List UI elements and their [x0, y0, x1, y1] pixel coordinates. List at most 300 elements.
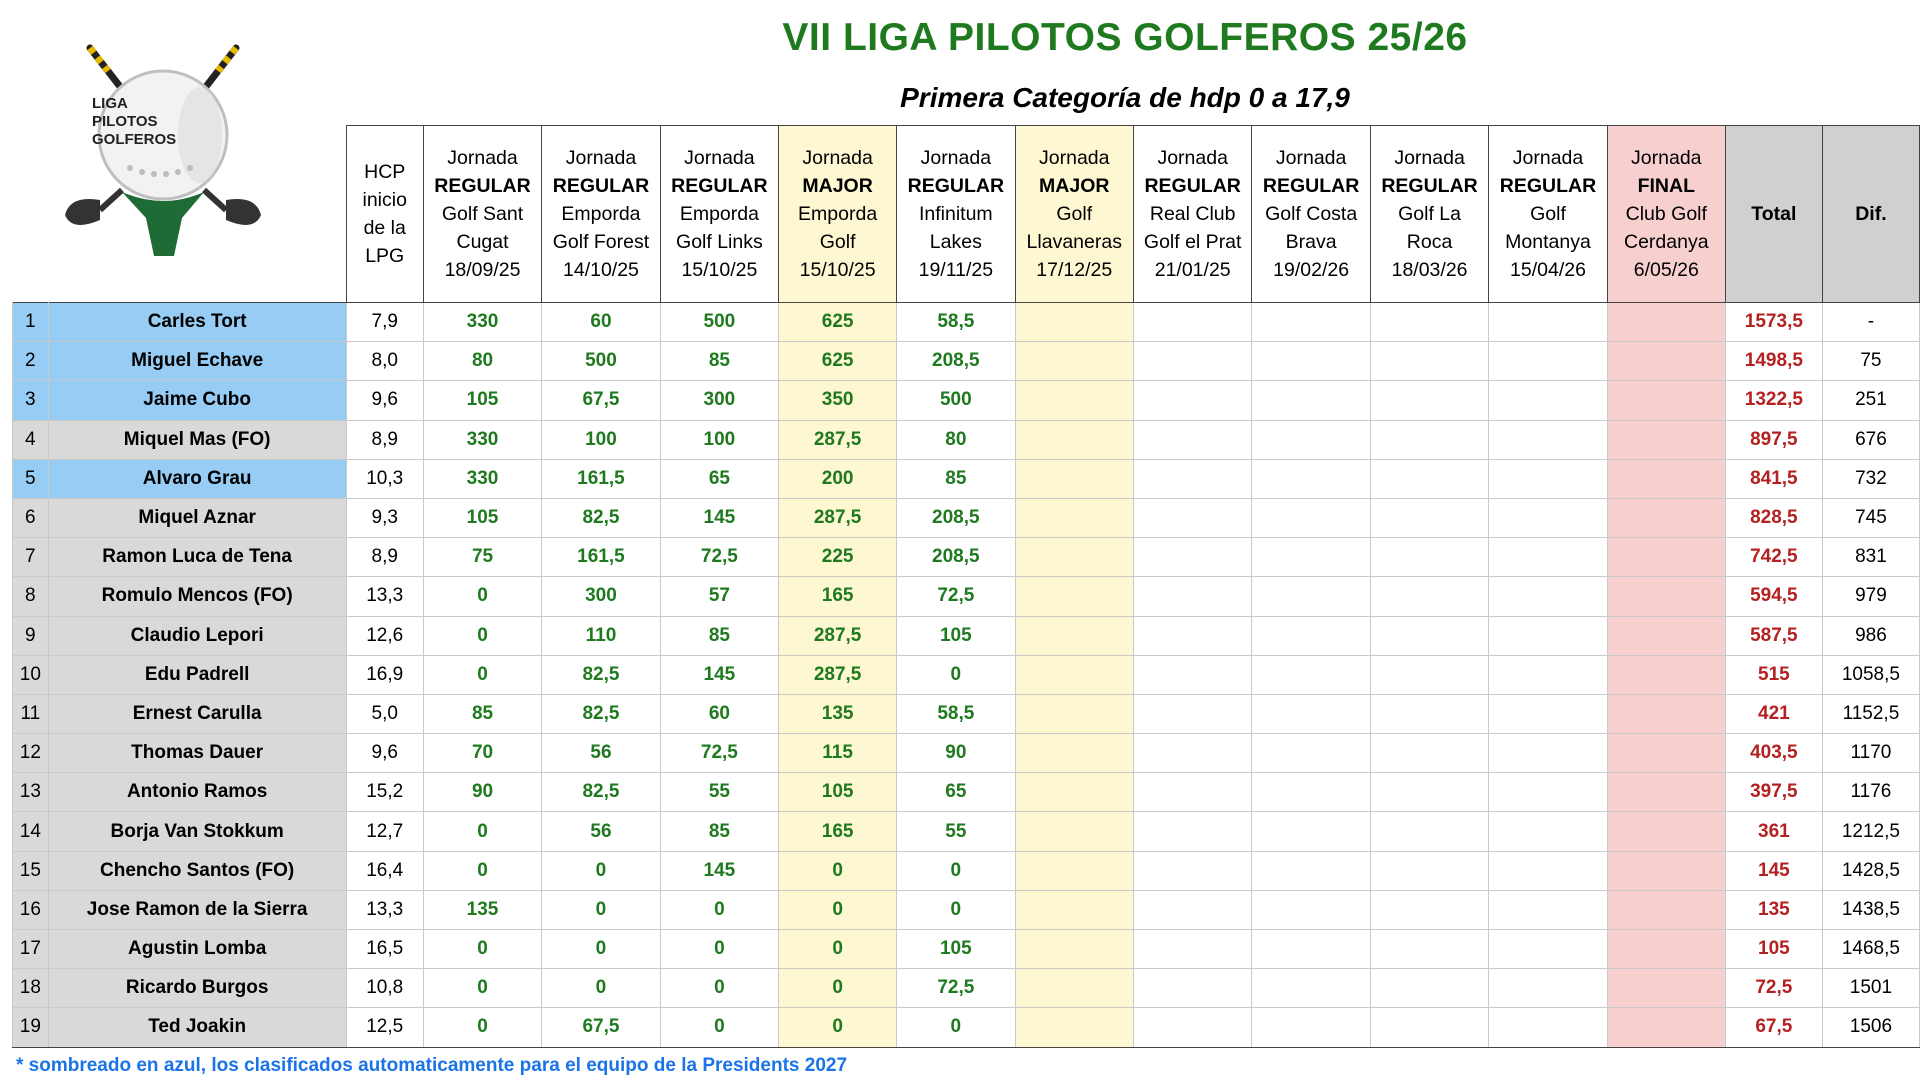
round-date: 6/05/26 — [1633, 259, 1699, 281]
round-points-cell: 500 — [897, 381, 1015, 420]
round-points-cell — [1015, 616, 1133, 655]
round-points-cell: 105 — [779, 773, 897, 812]
round-points-cell: 0 — [897, 890, 1015, 929]
hcp-cell: 5,0 — [346, 694, 423, 733]
round-points-cell: 67,5 — [542, 1008, 660, 1047]
total-cell: 515 — [1725, 655, 1822, 694]
round-points-cell — [1252, 655, 1370, 694]
round-points-cell — [1489, 420, 1607, 459]
round-points-cell — [1489, 342, 1607, 381]
round-points-cell: 0 — [542, 890, 660, 929]
round-date: 18/09/25 — [444, 259, 521, 281]
round-points-cell: 90 — [897, 734, 1015, 773]
footnote: * sombreado en azul, los clasificados automaticamente para el equipo de la Presidents 2027 — [16, 1055, 848, 1076]
position-cell: 7 — [13, 538, 49, 577]
round-word: Jornada — [1512, 147, 1584, 169]
diff-cell: 732 — [1822, 459, 1919, 498]
round-points-cell: 165 — [779, 577, 897, 616]
table-row — [13, 616, 1920, 655]
round-points-cell: 80 — [897, 420, 1015, 459]
round-points-cell: 0 — [897, 655, 1015, 694]
round-date: 17/12/25 — [1036, 259, 1113, 281]
round-points-cell: 56 — [542, 812, 660, 851]
round-word: Jornada — [447, 147, 518, 169]
round-points-cell: 161,5 — [542, 459, 660, 498]
round-points-cell — [1370, 616, 1488, 655]
logo-line-3: GOLFEROS — [92, 131, 177, 148]
round-points-cell — [1489, 773, 1607, 812]
diff-cell: 1170 — [1822, 734, 1919, 773]
round-points-cell — [1370, 381, 1488, 420]
page-subtitle: Primera Categoría de hdp 0 a 17,9 — [900, 82, 1350, 113]
total-cell: 1573,5 — [1725, 303, 1822, 342]
round-kind: MAJOR — [802, 175, 873, 197]
round-points-cell — [1252, 498, 1370, 537]
header-round-11 — [1607, 126, 1725, 303]
header-round-2 — [542, 126, 660, 303]
player-name-cell: Ricardo Burgos — [48, 969, 346, 1008]
round-points-cell: 0 — [423, 616, 541, 655]
diff-cell: 979 — [1822, 577, 1919, 616]
round-points-cell: 0 — [423, 851, 541, 890]
round-points-cell — [1607, 969, 1725, 1008]
table-row — [13, 342, 1920, 381]
header-hcp-line: inicio — [362, 189, 407, 211]
round-course-line: Golf Links — [676, 231, 763, 253]
round-points-cell — [1607, 616, 1725, 655]
hcp-cell: 8,9 — [346, 420, 423, 459]
round-points-cell: 0 — [779, 890, 897, 929]
round-date: 15/10/25 — [799, 259, 876, 281]
header-row — [13, 126, 1920, 303]
round-points-cell — [1252, 538, 1370, 577]
position-cell: 8 — [13, 577, 49, 616]
position-cell: 11 — [13, 694, 49, 733]
hcp-cell: 9,6 — [346, 734, 423, 773]
table-row — [13, 655, 1920, 694]
round-points-cell — [1133, 459, 1251, 498]
diff-cell: 1438,5 — [1822, 890, 1919, 929]
round-points-cell: 287,5 — [779, 420, 897, 459]
round-points-cell: 110 — [542, 616, 660, 655]
round-points-cell: 75 — [423, 538, 541, 577]
diff-cell: 831 — [1822, 538, 1919, 577]
table-row — [13, 498, 1920, 537]
round-word: Jornada — [1275, 147, 1347, 169]
round-course-line: Club Golf — [1625, 203, 1707, 225]
round-kind: REGULAR — [671, 175, 768, 197]
round-points-cell: 72,5 — [660, 538, 778, 577]
round-points-cell — [1015, 734, 1133, 773]
position-cell: 14 — [13, 812, 49, 851]
round-points-cell: 330 — [423, 459, 541, 498]
position-cell: 15 — [13, 851, 49, 890]
round-points-cell — [1252, 773, 1370, 812]
round-course-line: Golf Costa — [1265, 203, 1358, 225]
round-points-cell — [1489, 577, 1607, 616]
round-points-cell: 0 — [660, 1008, 778, 1047]
round-points-cell — [1370, 773, 1488, 812]
round-points-cell: 55 — [660, 773, 778, 812]
round-kind: REGULAR — [1381, 175, 1478, 197]
round-points-cell: 65 — [660, 459, 778, 498]
total-cell: 897,5 — [1725, 420, 1822, 459]
round-points-cell: 82,5 — [542, 773, 660, 812]
round-points-cell — [1252, 1008, 1370, 1047]
round-points-cell — [1133, 498, 1251, 537]
round-points-cell — [1015, 969, 1133, 1008]
round-points-cell: 100 — [660, 420, 778, 459]
total-cell: 1498,5 — [1725, 342, 1822, 381]
round-points-cell: 85 — [660, 812, 778, 851]
round-points-cell: 225 — [779, 538, 897, 577]
round-word: Jornada — [684, 147, 755, 169]
round-points-cell — [1252, 851, 1370, 890]
round-points-cell: 0 — [660, 969, 778, 1008]
round-date: 19/02/26 — [1273, 259, 1350, 281]
round-points-cell — [1133, 734, 1251, 773]
round-course-line: Golf — [819, 231, 856, 253]
round-word: Jornada — [565, 147, 637, 169]
round-points-cell — [1015, 459, 1133, 498]
round-points-cell — [1489, 616, 1607, 655]
table-row — [13, 577, 1920, 616]
round-points-cell — [1133, 851, 1251, 890]
round-course-line: Emporda — [798, 203, 878, 225]
round-word: Jornada — [1394, 147, 1465, 169]
round-points-cell — [1607, 381, 1725, 420]
round-points-cell: 0 — [423, 969, 541, 1008]
player-name-cell: Alvaro Grau — [48, 459, 346, 498]
round-points-cell: 287,5 — [779, 616, 897, 655]
total-cell: 594,5 — [1725, 577, 1822, 616]
player-name-cell: Thomas Dauer — [48, 734, 346, 773]
diff-cell: 1212,5 — [1822, 812, 1919, 851]
table-row — [13, 890, 1920, 929]
round-points-cell — [1015, 420, 1133, 459]
player-name-cell: Ramon Luca de Tena — [48, 538, 346, 577]
round-points-cell — [1489, 655, 1607, 694]
round-kind: REGULAR — [1144, 175, 1241, 197]
round-points-cell — [1489, 694, 1607, 733]
round-points-cell — [1489, 1008, 1607, 1047]
header-round-7 — [1133, 126, 1251, 303]
header-round-6 — [1015, 126, 1133, 303]
round-points-cell: 85 — [660, 342, 778, 381]
round-points-cell — [1370, 459, 1488, 498]
diff-cell: 1501 — [1822, 969, 1919, 1008]
round-points-cell — [1015, 538, 1133, 577]
round-points-cell: 0 — [779, 969, 897, 1008]
round-points-cell — [1133, 616, 1251, 655]
round-points-cell: 208,5 — [897, 498, 1015, 537]
round-points-cell: 56 — [542, 734, 660, 773]
total-cell: 1322,5 — [1725, 381, 1822, 420]
diff-cell: 1468,5 — [1822, 930, 1919, 969]
diff-cell: 75 — [1822, 342, 1919, 381]
position-cell: 3 — [13, 381, 49, 420]
round-points-cell — [1133, 342, 1251, 381]
round-points-cell: 0 — [542, 851, 660, 890]
round-course-line: Cerdanya — [1624, 231, 1709, 253]
round-kind: REGULAR — [1499, 175, 1597, 197]
table-row — [13, 303, 1920, 342]
round-points-cell — [1370, 538, 1488, 577]
player-name-cell: Edu Padrell — [48, 655, 346, 694]
position-cell: 4 — [13, 420, 49, 459]
round-points-cell: 0 — [660, 930, 778, 969]
player-name-cell: Chencho Santos (FO) — [48, 851, 346, 890]
round-points-cell — [1015, 381, 1133, 420]
round-points-cell — [1015, 694, 1133, 733]
hcp-cell: 12,6 — [346, 616, 423, 655]
round-points-cell — [1489, 930, 1607, 969]
player-name-cell: Miquel Mas (FO) — [48, 420, 346, 459]
round-points-cell: 90 — [423, 773, 541, 812]
round-points-cell — [1370, 303, 1488, 342]
round-points-cell — [1607, 303, 1725, 342]
round-points-cell — [1607, 812, 1725, 851]
round-points-cell: 500 — [542, 342, 660, 381]
round-points-cell — [1252, 342, 1370, 381]
round-course-line: Golf La — [1398, 203, 1461, 225]
round-course-line: Emporda — [561, 203, 641, 225]
round-course-line: Cugat — [456, 231, 509, 253]
round-course-line: Lakes — [929, 231, 982, 253]
round-points-cell — [1133, 303, 1251, 342]
total-cell: 841,5 — [1725, 459, 1822, 498]
round-points-cell — [1489, 303, 1607, 342]
round-points-cell — [1607, 1008, 1725, 1047]
round-points-cell — [1489, 381, 1607, 420]
round-points-cell — [1370, 930, 1488, 969]
round-points-cell: 287,5 — [779, 655, 897, 694]
round-points-cell: 135 — [423, 890, 541, 929]
round-word: Jornada — [920, 147, 992, 169]
round-course-line: Golf — [1530, 203, 1566, 225]
round-points-cell: 100 — [542, 420, 660, 459]
hcp-cell: 15,2 — [346, 773, 423, 812]
hcp-cell: 10,3 — [346, 459, 423, 498]
round-points-cell: 500 — [660, 303, 778, 342]
round-points-cell: 85 — [660, 616, 778, 655]
header-diff: Dif. — [1822, 126, 1919, 303]
round-points-cell: 105 — [423, 498, 541, 537]
table-row — [13, 734, 1920, 773]
player-name-cell: Ted Joakin — [48, 1008, 346, 1047]
round-points-cell: 0 — [779, 930, 897, 969]
round-kind: REGULAR — [552, 175, 650, 197]
round-course-line: Golf Sant — [441, 203, 524, 225]
header-total: Total — [1725, 126, 1822, 303]
round-points-cell — [1607, 930, 1725, 969]
round-points-cell: 0 — [423, 1008, 541, 1047]
round-word: Jornada — [1157, 147, 1228, 169]
header-hcp-line: LPG — [365, 245, 405, 267]
round-points-cell: 105 — [897, 930, 1015, 969]
page-title: VII LIGA PILOTOS GOLFEROS 25/26 — [782, 16, 1468, 59]
round-points-cell — [1489, 812, 1607, 851]
standings-body — [13, 303, 1920, 1048]
hcp-cell: 8,0 — [346, 342, 423, 381]
position-cell: 10 — [13, 655, 49, 694]
round-points-cell: 0 — [779, 851, 897, 890]
round-points-cell — [1015, 655, 1133, 694]
round-points-cell: 0 — [423, 655, 541, 694]
round-points-cell — [1133, 1008, 1251, 1047]
round-course-line: Roca — [1406, 231, 1453, 253]
round-points-cell — [1607, 655, 1725, 694]
player-name-cell: Jose Ramon de la Sierra — [48, 890, 346, 929]
player-name-cell: Antonio Ramos — [48, 773, 346, 812]
diff-cell: 986 — [1822, 616, 1919, 655]
round-points-cell: 208,5 — [897, 538, 1015, 577]
total-cell: 828,5 — [1725, 498, 1822, 537]
round-kind: REGULAR — [434, 175, 531, 197]
header-round-4 — [779, 126, 897, 303]
round-points-cell — [1607, 577, 1725, 616]
round-points-cell: 70 — [423, 734, 541, 773]
table-row — [13, 381, 1920, 420]
round-points-cell — [1607, 694, 1725, 733]
hcp-cell: 9,3 — [346, 498, 423, 537]
round-date: 21/01/25 — [1154, 259, 1231, 281]
round-date: 14/10/25 — [563, 259, 639, 281]
diff-cell: 676 — [1822, 420, 1919, 459]
hcp-cell: 13,3 — [346, 890, 423, 929]
round-points-cell — [1489, 890, 1607, 929]
round-points-cell — [1133, 930, 1251, 969]
position-cell: 19 — [13, 1008, 49, 1047]
round-points-cell — [1252, 577, 1370, 616]
table-row — [13, 420, 1920, 459]
round-points-cell — [1015, 342, 1133, 381]
round-points-cell: 330 — [423, 420, 541, 459]
round-points-cell: 60 — [660, 694, 778, 733]
position-cell: 6 — [13, 498, 49, 537]
hcp-cell: 16,5 — [346, 930, 423, 969]
round-points-cell: 208,5 — [897, 342, 1015, 381]
round-points-cell: 82,5 — [542, 655, 660, 694]
hcp-cell: 8,9 — [346, 538, 423, 577]
round-points-cell — [1133, 812, 1251, 851]
header-hcp-line: de la — [363, 217, 406, 239]
round-points-cell — [1489, 851, 1607, 890]
table-row — [13, 773, 1920, 812]
round-points-cell — [1607, 420, 1725, 459]
round-points-cell — [1252, 303, 1370, 342]
position-cell: 1 — [13, 303, 49, 342]
round-date: 18/03/26 — [1391, 259, 1468, 281]
round-date: 19/11/25 — [918, 259, 994, 281]
hcp-cell: 13,3 — [346, 577, 423, 616]
round-word: Jornada — [1039, 147, 1110, 169]
round-points-cell: 0 — [897, 851, 1015, 890]
round-points-cell: 105 — [897, 616, 1015, 655]
round-points-cell: 67,5 — [542, 381, 660, 420]
header-round-9 — [1370, 126, 1488, 303]
player-name-cell: Jaime Cubo — [48, 381, 346, 420]
round-points-cell — [1489, 498, 1607, 537]
header-hcp-line: HCP — [364, 161, 406, 183]
round-points-cell — [1489, 734, 1607, 773]
player-name-cell: Romulo Mencos (FO) — [48, 577, 346, 616]
total-cell: 421 — [1725, 694, 1822, 733]
hcp-cell: 12,7 — [346, 812, 423, 851]
player-name-cell: Claudio Lepori — [48, 616, 346, 655]
round-points-cell — [1252, 734, 1370, 773]
round-points-cell — [1607, 851, 1725, 890]
round-course-line: Brava — [1285, 231, 1337, 253]
round-points-cell: 0 — [423, 577, 541, 616]
round-points-cell — [1252, 890, 1370, 929]
diff-cell: 1428,5 — [1822, 851, 1919, 890]
diff-cell: 1176 — [1822, 773, 1919, 812]
round-points-cell — [1133, 420, 1251, 459]
round-points-cell: 85 — [897, 459, 1015, 498]
round-points-cell: 135 — [779, 694, 897, 733]
total-cell: 72,5 — [1725, 969, 1822, 1008]
round-points-cell: 300 — [660, 381, 778, 420]
round-points-cell — [1252, 381, 1370, 420]
total-cell: 587,5 — [1725, 616, 1822, 655]
player-name-cell: Ernest Carulla — [48, 694, 346, 733]
total-cell: 145 — [1725, 851, 1822, 890]
round-points-cell — [1370, 577, 1488, 616]
round-points-cell — [1370, 1008, 1488, 1047]
round-points-cell: 0 — [423, 930, 541, 969]
round-course-line: Golf el Prat — [1143, 231, 1242, 253]
round-points-cell: 350 — [779, 381, 897, 420]
round-points-cell: 145 — [660, 655, 778, 694]
round-course-line: Real Club — [1149, 203, 1236, 225]
diff-cell: - — [1822, 303, 1919, 342]
round-points-cell: 0 — [423, 812, 541, 851]
round-points-cell: 625 — [779, 303, 897, 342]
round-points-cell: 0 — [542, 969, 660, 1008]
round-points-cell — [1252, 969, 1370, 1008]
round-points-cell — [1015, 498, 1133, 537]
round-course-line: Golf Forest — [552, 231, 650, 253]
diff-cell: 1152,5 — [1822, 694, 1919, 733]
round-course-line: Emporda — [679, 203, 759, 225]
total-cell: 105 — [1725, 930, 1822, 969]
round-points-cell — [1133, 773, 1251, 812]
round-points-cell — [1133, 381, 1251, 420]
round-points-cell — [1370, 342, 1488, 381]
round-points-cell — [1252, 616, 1370, 655]
round-points-cell: 161,5 — [542, 538, 660, 577]
round-points-cell — [1133, 655, 1251, 694]
round-points-cell — [1370, 420, 1488, 459]
header-spacer — [13, 126, 347, 303]
round-points-cell: 300 — [542, 577, 660, 616]
round-points-cell — [1015, 303, 1133, 342]
round-kind: REGULAR — [1262, 175, 1360, 197]
round-kind: REGULAR — [907, 175, 1005, 197]
table-row — [13, 538, 1920, 577]
round-points-cell: 72,5 — [660, 734, 778, 773]
hcp-cell: 10,8 — [346, 969, 423, 1008]
round-course-line: Montanya — [1505, 231, 1591, 253]
total-cell: 403,5 — [1725, 734, 1822, 773]
round-points-cell: 145 — [660, 851, 778, 890]
table-row — [13, 930, 1920, 969]
diff-cell: 251 — [1822, 381, 1919, 420]
round-date: 15/04/26 — [1510, 259, 1586, 281]
player-name-cell: Miguel Echave — [48, 342, 346, 381]
table-row — [13, 969, 1920, 1008]
